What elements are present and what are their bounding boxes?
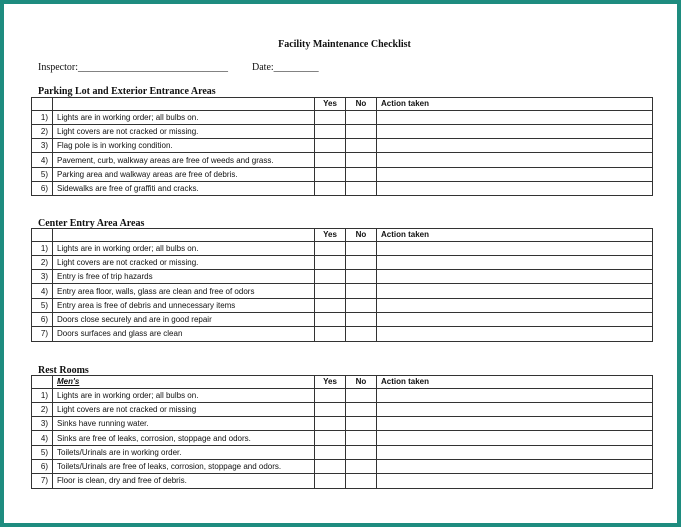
- yes-cell[interactable]: [315, 181, 346, 195]
- item-number: 2): [32, 124, 53, 138]
- action-cell[interactable]: [377, 388, 653, 402]
- item-number: 6): [32, 181, 53, 195]
- table-row: [32, 181, 653, 195]
- inspector-field[interactable]: Inspector:______________________________: [38, 62, 228, 73]
- item-number: 4): [32, 431, 53, 445]
- table-row: [32, 417, 653, 431]
- item-number: 2): [32, 255, 53, 269]
- item-text: Light covers are not cracked or missing.: [53, 255, 315, 269]
- column-header-yes: Yes: [315, 376, 346, 389]
- table-row: [32, 431, 653, 445]
- action-cell[interactable]: [377, 327, 653, 341]
- yes-cell[interactable]: [315, 139, 346, 153]
- action-cell[interactable]: [377, 459, 653, 473]
- table-row: [32, 388, 653, 402]
- yes-cell[interactable]: [315, 124, 346, 138]
- yes-cell[interactable]: [315, 110, 346, 124]
- item-number: 3): [32, 139, 53, 153]
- action-cell[interactable]: [377, 445, 653, 459]
- section-title-parking: Parking Lot and Exterior Entrance Areas: [38, 86, 216, 97]
- item-text: Entry area is free of debris and unnecessary items: [53, 298, 315, 312]
- item-number: 5): [32, 298, 53, 312]
- item-text: Pavement, curb, walkway areas are free of weeds and grass.: [53, 153, 315, 167]
- table-row: [32, 124, 653, 138]
- column-header-no: No: [346, 376, 377, 389]
- no-cell[interactable]: [346, 327, 377, 341]
- no-cell[interactable]: [346, 181, 377, 195]
- table-row: [32, 139, 653, 153]
- yes-cell[interactable]: [315, 270, 346, 284]
- table-row: [32, 327, 653, 341]
- action-cell[interactable]: [377, 241, 653, 255]
- subheading-mens: [53, 376, 315, 389]
- table-header-row: [32, 229, 653, 242]
- yes-cell[interactable]: [315, 402, 346, 416]
- item-number: 5): [32, 167, 53, 181]
- no-cell[interactable]: [346, 431, 377, 445]
- column-header-yes: Yes: [315, 98, 346, 111]
- table-row: [32, 402, 653, 416]
- header-item-cell: [53, 229, 315, 242]
- yes-cell[interactable]: [315, 241, 346, 255]
- yes-cell[interactable]: [315, 167, 346, 181]
- checklist-table-parking: [31, 97, 653, 196]
- action-cell[interactable]: [377, 402, 653, 416]
- yes-cell[interactable]: [315, 153, 346, 167]
- checklist-table-center-entry: [31, 228, 653, 342]
- item-text: Floor is clean, dry and free of debris.: [53, 474, 315, 488]
- column-header-no: No: [346, 98, 377, 111]
- no-cell[interactable]: [346, 402, 377, 416]
- no-cell[interactable]: [346, 459, 377, 473]
- item-number: 1): [32, 241, 53, 255]
- table-row: [32, 459, 653, 473]
- action-cell[interactable]: [377, 110, 653, 124]
- item-number: 3): [32, 270, 53, 284]
- action-cell[interactable]: [377, 417, 653, 431]
- item-text: Light covers are not cracked or missing: [53, 402, 315, 416]
- item-number: 7): [32, 327, 53, 341]
- item-number: 7): [32, 474, 53, 488]
- item-text: Entry is free of trip hazards: [53, 270, 315, 284]
- no-cell[interactable]: [346, 110, 377, 124]
- checklist-table-rest-rooms: [31, 375, 653, 489]
- action-cell[interactable]: [377, 270, 653, 284]
- item-number: 2): [32, 402, 53, 416]
- yes-cell[interactable]: [315, 312, 346, 326]
- action-cell[interactable]: [377, 284, 653, 298]
- yes-cell[interactable]: [315, 284, 346, 298]
- item-number: 6): [32, 459, 53, 473]
- date-field[interactable]: Date:_________: [252, 62, 319, 73]
- item-number: 4): [32, 284, 53, 298]
- item-text: Doors close securely and are in good repair: [53, 312, 315, 326]
- no-cell[interactable]: [346, 124, 377, 138]
- table-row: [32, 153, 653, 167]
- no-cell[interactable]: [346, 474, 377, 488]
- item-text: Doors surfaces and glass are clean: [53, 327, 315, 341]
- no-cell[interactable]: [346, 417, 377, 431]
- table-row: [32, 270, 653, 284]
- item-number: 1): [32, 110, 53, 124]
- item-text: Sidewalks are free of graffiti and cracks.: [53, 181, 315, 195]
- item-text: Toilets/Urinals are free of leaks, corrosion, stoppage and odors.: [53, 459, 315, 473]
- item-number: 5): [32, 445, 53, 459]
- no-cell[interactable]: [346, 270, 377, 284]
- no-cell[interactable]: [346, 139, 377, 153]
- yes-cell[interactable]: [315, 327, 346, 341]
- table-row: [32, 167, 653, 181]
- item-number: 3): [32, 417, 53, 431]
- item-number: 6): [32, 312, 53, 326]
- action-cell[interactable]: [377, 431, 653, 445]
- item-text: Entry area floor, walls, glass are clean and free of odors: [53, 284, 315, 298]
- no-cell[interactable]: [346, 445, 377, 459]
- yes-cell[interactable]: [315, 417, 346, 431]
- table-row: [32, 255, 653, 269]
- item-text: Light covers are not cracked or missing.: [53, 124, 315, 138]
- header-item-cell: [53, 98, 315, 111]
- no-cell[interactable]: [346, 312, 377, 326]
- action-cell[interactable]: [377, 139, 653, 153]
- item-number: 1): [32, 388, 53, 402]
- item-text: Lights are in working order; all bulbs on.: [53, 241, 315, 255]
- item-text: Flag pole is in working condition.: [53, 139, 315, 153]
- yes-cell[interactable]: [315, 298, 346, 312]
- header-num-cell: [32, 229, 53, 242]
- yes-cell[interactable]: [315, 388, 346, 402]
- yes-cell[interactable]: [315, 255, 346, 269]
- action-cell[interactable]: [377, 124, 653, 138]
- column-header-yes: Yes: [315, 229, 346, 242]
- item-text: Toilets/Urinals are in working order.: [53, 445, 315, 459]
- action-cell[interactable]: [377, 167, 653, 181]
- header-num-cell: [32, 98, 53, 111]
- action-cell[interactable]: [377, 153, 653, 167]
- action-cell[interactable]: [377, 298, 653, 312]
- item-text: Sinks have running water.: [53, 417, 315, 431]
- item-number: 4): [32, 153, 53, 167]
- yes-cell[interactable]: [315, 459, 346, 473]
- column-header-no: No: [346, 229, 377, 242]
- table-row: [32, 298, 653, 312]
- section-title-center-entry: Center Entry Area Areas: [38, 218, 145, 229]
- action-cell[interactable]: [377, 474, 653, 488]
- no-cell[interactable]: [346, 255, 377, 269]
- header-num-cell: [32, 376, 53, 389]
- action-cell[interactable]: [377, 312, 653, 326]
- item-text: Parking area and walkway areas are free of debris.: [53, 167, 315, 181]
- action-cell[interactable]: [377, 255, 653, 269]
- item-text: Lights are in working order; all bulbs on.: [53, 110, 315, 124]
- no-cell[interactable]: [346, 388, 377, 402]
- column-header-action: Action taken: [377, 98, 653, 111]
- yes-cell[interactable]: [315, 431, 346, 445]
- column-header-action: Action taken: [377, 376, 653, 389]
- action-cell[interactable]: [377, 181, 653, 195]
- yes-cell[interactable]: [315, 474, 346, 488]
- table-row: [32, 284, 653, 298]
- subheading-mens-text: Men's: [57, 377, 80, 387]
- yes-cell[interactable]: [315, 445, 346, 459]
- section-title-rest-rooms: Rest Rooms: [38, 365, 89, 376]
- no-cell[interactable]: [346, 153, 377, 167]
- no-cell[interactable]: [346, 298, 377, 312]
- item-text: Sinks are free of leaks, corrosion, stoppage and odors.: [53, 431, 315, 445]
- table-header-row: [32, 376, 653, 389]
- table-row: [32, 110, 653, 124]
- item-text: Lights are in working order; all bulbs on.: [53, 388, 315, 402]
- no-cell[interactable]: [346, 241, 377, 255]
- no-cell[interactable]: [346, 284, 377, 298]
- no-cell[interactable]: [346, 167, 377, 181]
- document-title: Facility Maintenance Checklist: [278, 39, 411, 50]
- table-row: [32, 312, 653, 326]
- table-row: [32, 241, 653, 255]
- table-row: [32, 474, 653, 488]
- table-row: [32, 445, 653, 459]
- column-header-action: Action taken: [377, 229, 653, 242]
- table-header-row: [32, 98, 653, 111]
